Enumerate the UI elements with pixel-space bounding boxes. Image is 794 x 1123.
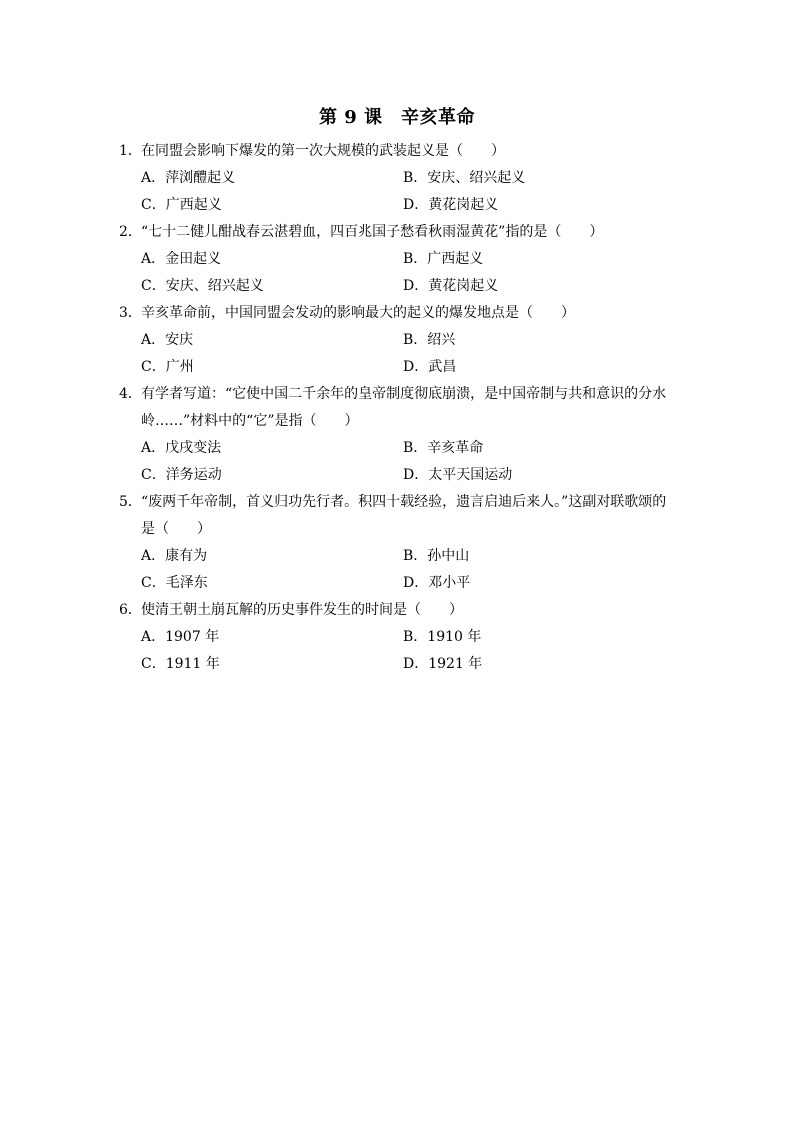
option-d: D．黄花岗起义 — [403, 197, 499, 213]
option-d: D．邓小平 — [403, 575, 471, 591]
option-a: A．安庆 — [141, 332, 194, 348]
option-b: B．孙中山 — [403, 548, 470, 564]
option-d: D．太平天国运动 — [403, 467, 513, 483]
question-stem — [119, 300, 679, 327]
option-c: C．广西起义 — [141, 197, 222, 213]
option-a: A．1907 年 — [141, 629, 220, 645]
question-3 — [119, 300, 679, 381]
question-text: 辛亥革命前，中国同盟会发动的影响最大的起义的爆发地点是（ ） — [141, 305, 575, 321]
question-number: 1． — [119, 143, 142, 159]
question-1 — [119, 138, 679, 219]
option-grid — [141, 246, 679, 300]
question-number: 6． — [119, 602, 142, 618]
option-a: A．金田起义 — [141, 251, 222, 267]
question-4 — [119, 381, 679, 489]
option-b: B．1910 年 — [403, 629, 482, 645]
question-stem — [119, 138, 679, 165]
question-number: 3． — [119, 305, 142, 321]
option-c: C．1911 年 — [141, 656, 220, 672]
option-a: A．萍浏醴起义 — [141, 170, 236, 186]
question-number: 4． — [119, 386, 142, 402]
option-grid — [141, 435, 679, 489]
option-b: B．辛亥革命 — [403, 440, 484, 456]
option-grid — [141, 624, 679, 678]
question-stem — [119, 219, 679, 246]
option-a: A．戊戌变法 — [141, 440, 222, 456]
question-stem — [119, 597, 679, 624]
option-c: C．安庆、绍兴起义 — [141, 278, 264, 294]
page-title: 第 9 课 辛亥革命 — [318, 107, 476, 128]
question-text: “废两千年帝制，首义归功先行者。积四十载经验，遗言启迪后来人。”这副对联歌颂的是（ ） — [141, 494, 667, 537]
question-2 — [119, 219, 679, 300]
question-text: 使清王朝土崩瓦解的历史事件发生的时间是（ ） — [141, 602, 463, 618]
option-grid — [141, 165, 679, 219]
question-stem — [119, 381, 679, 435]
question-list — [119, 138, 679, 678]
option-grid — [141, 543, 679, 597]
option-c: C．洋务运动 — [141, 467, 222, 483]
option-b: B．绍兴 — [403, 332, 456, 348]
question-number: 5． — [119, 494, 142, 510]
option-c: C．广州 — [141, 359, 194, 375]
question-text: 有学者写道：“它使中国二千余年的皇帝制度彻底崩溃，是中国帝制与共和意识的分水岭……”材料中的“它”是指（ ） — [141, 386, 667, 429]
question-stem — [119, 489, 679, 543]
option-c: C．毛泽东 — [141, 575, 208, 591]
option-b: B．安庆、绍兴起义 — [403, 170, 526, 186]
option-d: D．1921 年 — [403, 656, 483, 672]
option-d: D．黄花岗起义 — [403, 278, 499, 294]
question-5 — [119, 489, 679, 597]
question-number: 2． — [119, 224, 142, 240]
option-a: A．康有为 — [141, 548, 208, 564]
question-text: 在同盟会影响下爆发的第一次大规模的武装起义是（ ） — [141, 143, 505, 159]
option-grid — [141, 327, 679, 381]
option-b: B．广西起义 — [403, 251, 484, 267]
question-6 — [119, 597, 679, 678]
option-d: D．武昌 — [403, 359, 457, 375]
question-text: “七十二健儿酣战春云湛碧血，四百兆国子愁看秋雨湿黄花”指的是（ ） — [141, 224, 604, 240]
